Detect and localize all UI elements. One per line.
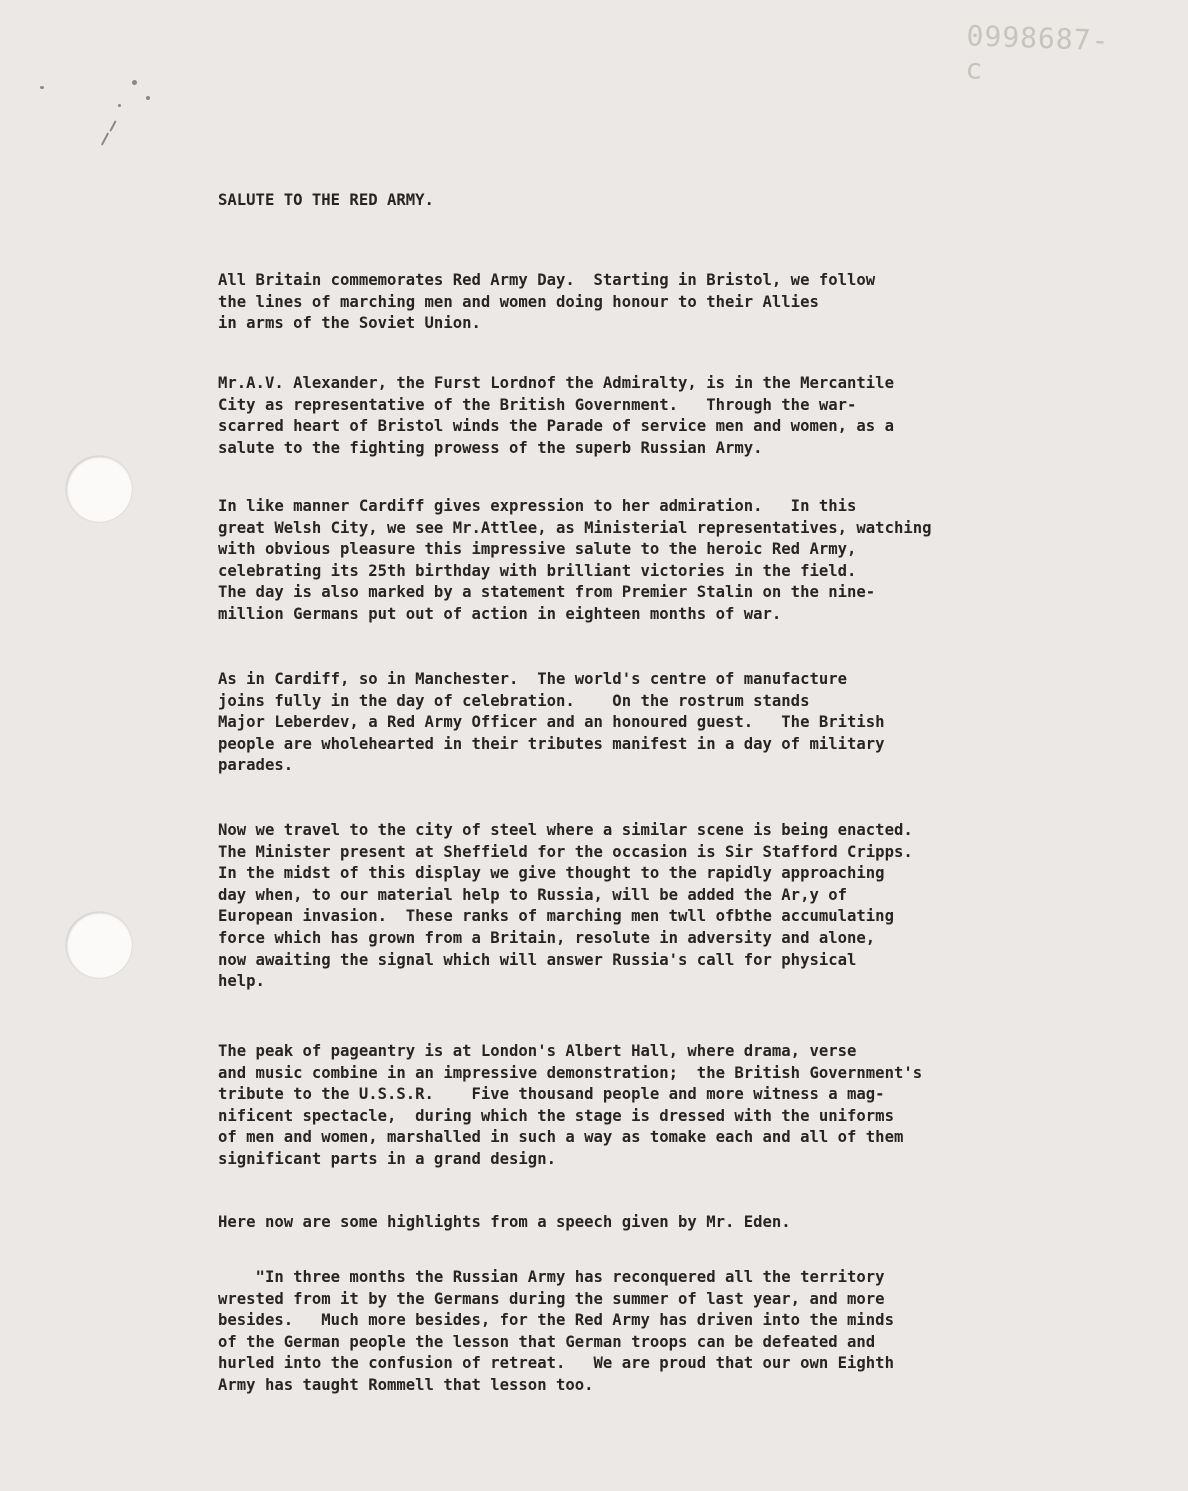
ink-speck: [132, 80, 137, 85]
paragraph-bristol: All Britain commemorates Red Army Day. Starting in Bristol, we follow the lines of marching men and women doing honour to their Allies in arms of the Soviet Union.: [218, 271, 876, 333]
punch-hole-top: [66, 456, 132, 522]
ink-speck: [146, 96, 150, 100]
document-title: SALUTE TO THE RED ARMY.: [218, 191, 434, 209]
ink-speck: [109, 120, 116, 132]
paragraph-albert-hall: The peak of pageantry is at London's Albert Hall, where drama, verse and music combine in an impressive demonstration; the British Government's tribute to the U.S.S.R. Five thousand people and more witness a mag- nificent spectacle, during which the stage is dressed with the uniforms of men and women, marshalled in such a way as tomake each and all of them significant parts in a grand design.: [218, 1042, 923, 1168]
ink-speck: [101, 132, 109, 145]
paragraph-eden-quote: "In three months the Russian Army has reconquered all the territory wrested from it by the Germans during the summer of last year, and more besides. Much more besides, for the Red Army has driven into the minds of the German people the lesson that German troops can be defeated and hurled into the confusion of retreat. We are proud that our own Eighth Army has taught Rommell that lesson too.: [218, 1268, 894, 1394]
punch-hole-bottom: [66, 912, 132, 978]
paragraph-sheffield: Now we travel to the city of steel where a similar scene is being enacted. The Minister present at Sheffield for the occasion is Sir Stafford Cripps. In the midst of this display we give thought to the rapidly approaching day when, to our material help to Russia, will be added the Ar,y of European invasion. These ranks of marching men twll ofbthe accumulating force which has grown from a Britain, resolute in adversity and alone, now awaiting the signal which will answer Russia's call for physical help.: [218, 821, 913, 991]
archive-number-mark: 0998687-c: [964, 19, 1110, 86]
paragraph-manchester: As in Cardiff, so in Manchester. The world's centre of manufacture joins fully in the day of celebration. On the rostrum stands Major Leberdev, a Red Army Officer and an honoured guest. The British people are wholehearted in their tributes manifest in a day of military parades.: [218, 670, 885, 775]
ink-speck: [40, 86, 44, 89]
paragraph-alexander: Mr.A.V. Alexander, the Furst Lordnof the Admiralty, is in the Mercantile City as representative of the British Government. Through the war- scarred heart of Bristol winds the Parade of service men and women, as a salute to the fighting prowess of the superb Russian Army.: [218, 374, 894, 457]
ink-speck: [118, 104, 121, 107]
paragraph-cardiff: In like manner Cardiff gives expression to her admiration. In this great Welsh City, we see Mr.Attlee, as Ministerial representatives, watching with obvious pleasure this impressive salute to the heroic Red Army, celebrating its 25th birthday with brilliant victories in the field. The day is also marked by a statement from Premier Stalin on the nine- million Germans put out of action in eighteen months of war.: [218, 497, 932, 623]
paragraph-eden-intro: Here now are some highlights from a speech given by Mr. Eden.: [218, 1213, 791, 1231]
